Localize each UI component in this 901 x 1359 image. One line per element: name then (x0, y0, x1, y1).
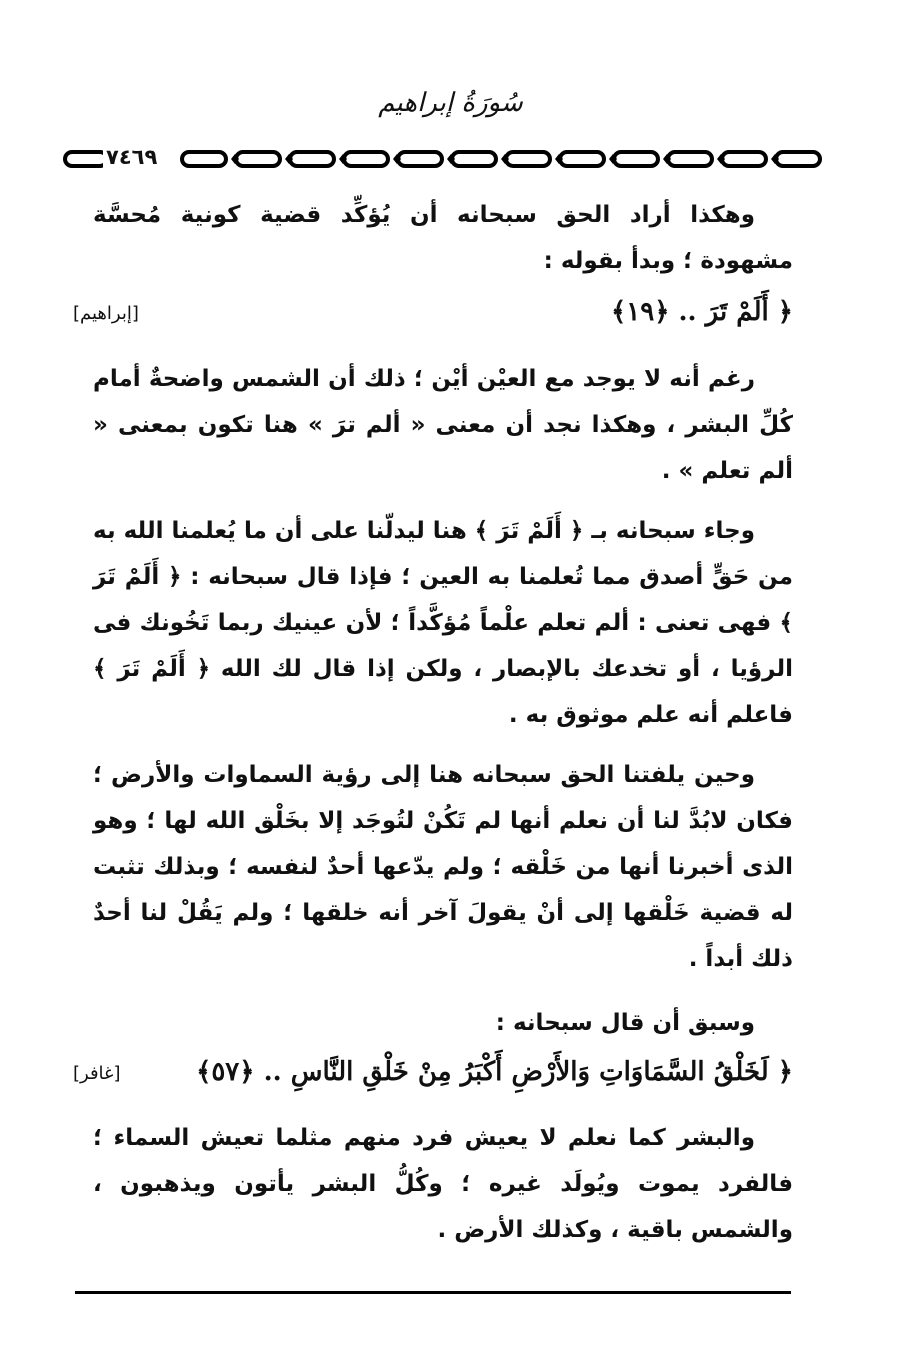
paragraph-3: وجاء سبحانه بـ ﴿ أَلَمْ تَرَ ﴾ هنا ليدلّنا على أن ما يُعلمنا الله به من حَقٍّ أصدق مما تُعلمنا به العين ؛ فإذا قال سبحانه : ﴿ أَلَمْ تَرَ ﴾ فهى تعنى : ألم تعلم علْماً مُؤكَّداً ؛ لأن عينيك ربما تَخُونك فى الرؤيا ، أو تخدعك بالإبصار ، ولكن إذا قال لك الله ﴿ أَلَمْ تَرَ ﴾ فاعلم أنه علم موثوق به . (93, 518, 793, 728)
quran-verse-ibrahim (73, 297, 793, 337)
decorative-chain-border (62, 146, 828, 172)
verse-source: [إبراهيم] (73, 303, 139, 324)
paragraph-4: وحين يلفتنا الحق سبحانه هنا إلى رؤية السماوات والأرض ؛ فكان لابُدَّ لنا أن نعلم أنها لم تَكُنْ لتُوجَد إلا بخَلْق الله لها ؛ وهو الذى أخبرنا أنها من خَلْقه ؛ ولم يدّعها أحدٌ لنفسه ؛ وبذلك تثبت له قضية خَلْقها إلى أنْ يقولَ آخر أنه خلقها ؛ ولم يَقُلْ لنا أحدٌ ذلك أبداً . (93, 762, 793, 972)
page-number: ٧٤٦٩ (103, 145, 160, 169)
paragraph-5: وسبق أن قال سبحانه : (495, 1010, 755, 1036)
surah-title: سُورَةُ إبراهيم (378, 88, 523, 118)
verse-text: ﴿ أَلَمْ تَرَ .. ﴿١٩﴾ (611, 297, 793, 327)
paragraph-6: والبشر كما نعلم لا يعيش فرد منهم مثلما تعيش السماء ؛ فالفرد يموت ويُولَد غيره ؛ وكُلُّ البشر يأتون ويذهبون ، والشمس باقية ، وكذلك الأرض . (93, 1125, 793, 1243)
verse-text: ﴿ لَخَلْقُ السَّمَاوَاتِ وَالأَرْضِ أَكْبَرُ مِنْ خَلْقِ النَّاسِ .. ﴿٥٧﴾ (196, 1057, 793, 1087)
paragraph-1: وهكذا أراد الحق سبحانه أن يُؤكِّد قضية كونية مُحسَّة مشهودة ؛ وبدأ بقوله : (93, 202, 793, 274)
quran-verse-ghafir (73, 1057, 793, 1097)
verse-source: [غافر] (73, 1063, 121, 1084)
footer-rule (75, 1291, 791, 1294)
paragraph-2: رغم أنه لا يوجد مع العيْن أيْن ؛ ذلك أن الشمس واضحةٌ أمام كُلِّ البشر ، وهكذا نجد أن معنى « ألم ترَ » هنا تكون بمعنى « ألم تعلم » . (93, 366, 793, 484)
